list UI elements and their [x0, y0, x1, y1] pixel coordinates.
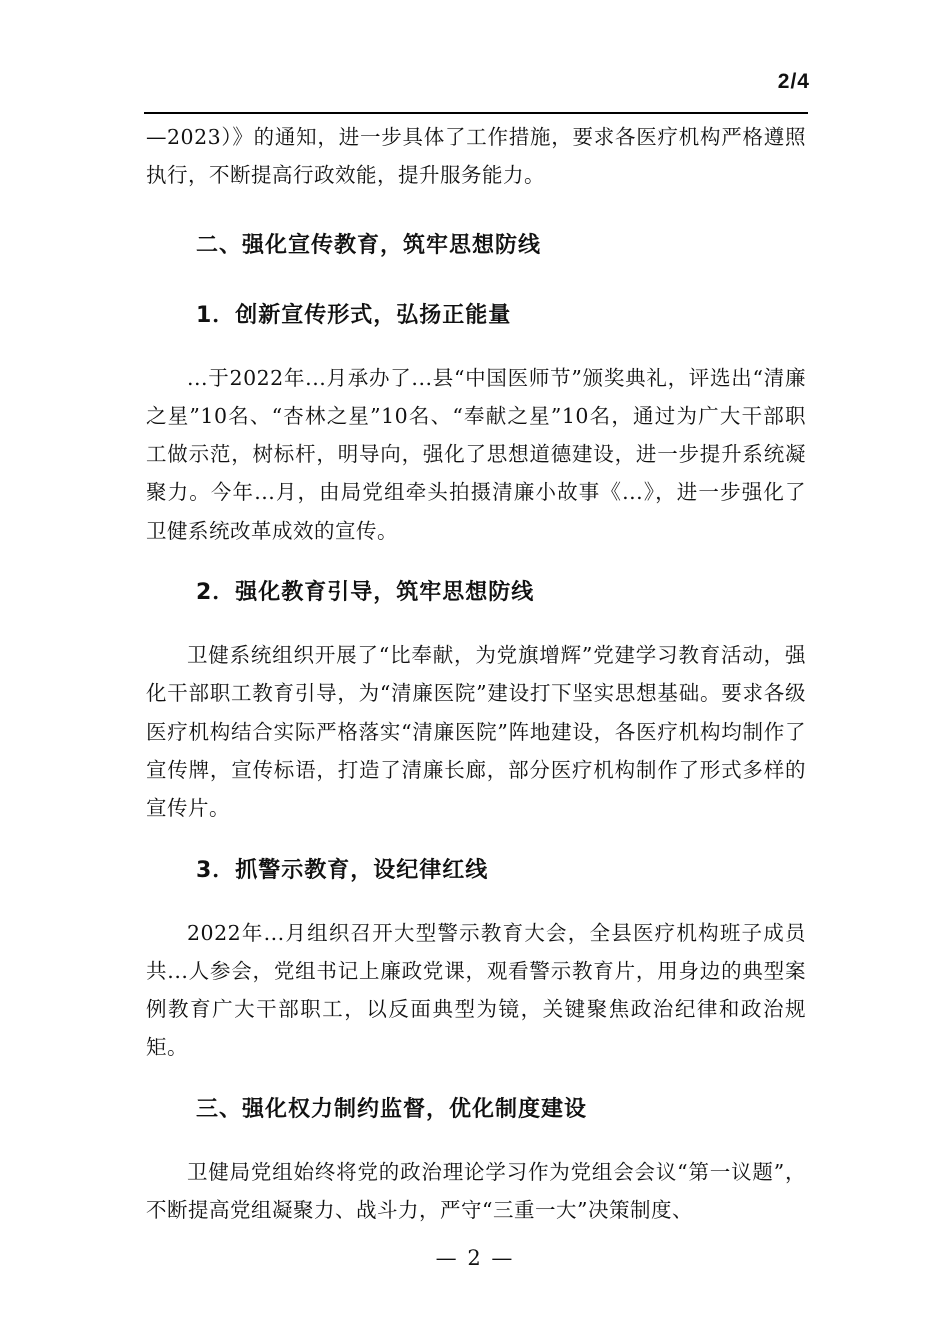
page-number: — 2 —: [435, 1246, 515, 1270]
subsection-heading: 2．强化教育引导，筑牢思想防线: [196, 580, 535, 606]
paragraph: 卫健系统组织开展了“比奉献，为党旗增辉”党建学习教育活动，强化干部职工教育引导，为“清廉医院”建设打下坚实思想基础。要求各级医疗机构结合实际严格落实“清廉医院”阵地建设，各医疗机构均制作了宣传牌，宣传标语，打造了清廉长廊，部分医疗机构制作了形式多样的宣传片。: [146, 643, 806, 821]
document-body: [146, 118, 806, 1229]
paragraph: —2023）》的通知，进一步具体了工作措施，要求各医疗机构严格遵照执行，不断提高行政效能，提升服务能力。: [146, 125, 806, 188]
paragraph: ...于2022年...月承办了...县“中国医师节”颁奖典礼，评选出“清廉之星”10名、“杏林之星”10名、“奉献之星”10名，通过为广大干部职工做示范，树标杆，明导向，强化了思想道德建设，进一步提升系统凝聚力。今年...月，由局党组牵头拍摄清廉小故事《...》，进一步强化了卫健系统改革成效的宣传。: [146, 365, 806, 543]
header-rule: [144, 112, 808, 114]
section-heading: 三、强化权力制约监督，优化制度建设: [196, 1096, 588, 1122]
section-heading: 二、强化宣传教育，筑牢思想防线: [196, 232, 542, 258]
page-counter: 2/4: [777, 70, 810, 93]
subsection-heading: 3．抓警示教育，设纪律红线: [196, 857, 489, 883]
subsection-heading: 1．创新宣传形式，弘扬正能量: [196, 302, 512, 328]
paragraph: 2022年...月组织召开大型警示教育大会，全县医疗机构班子成员共...人参会，党组书记上廉政党课，观看警示教育片，用身边的典型案例教育广大干部职工，以反面典型为镜，关键聚焦政治纪律和政治规矩。: [146, 920, 806, 1060]
paragraph: 卫健局党组始终将党的政治理论学习作为党组会会议“第一议题”，不断提高党组凝聚力、战斗力，严守“三重一大”决策制度、: [146, 1159, 806, 1223]
